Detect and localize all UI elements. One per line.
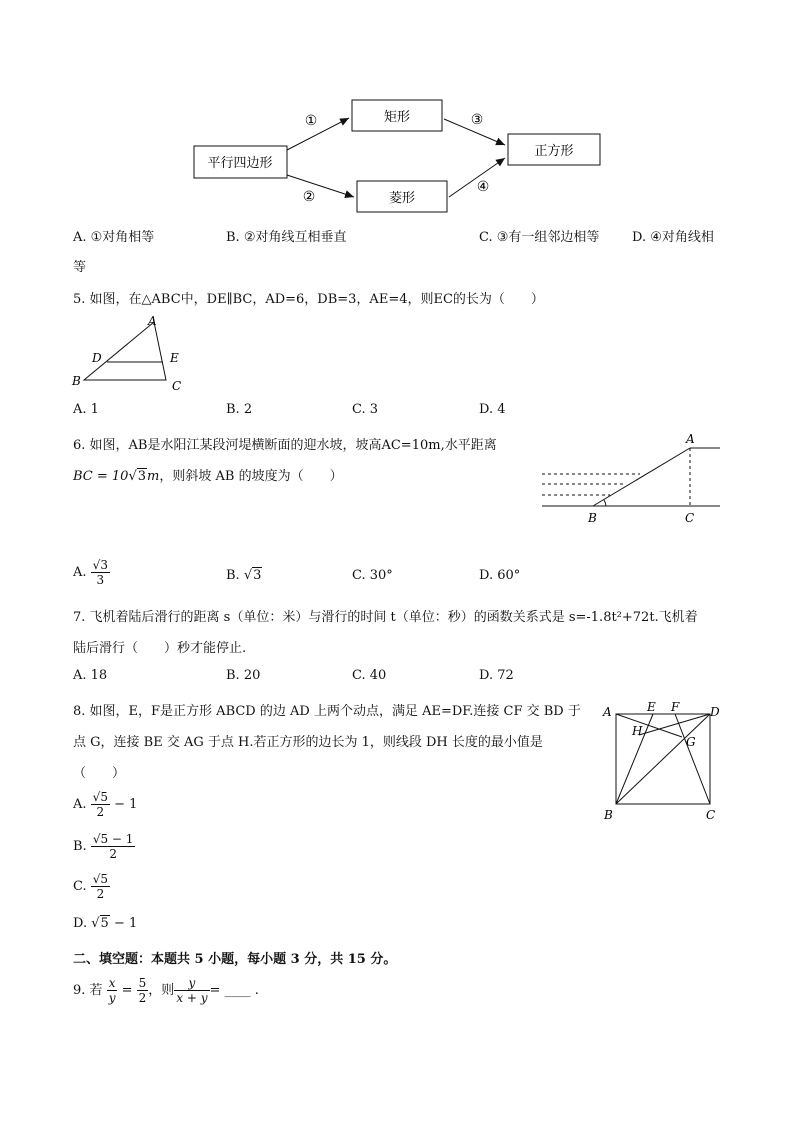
q4-option-b: B. ②对角线互相垂直 [226, 230, 347, 245]
q6-bc-unit: m [147, 469, 160, 484]
q8-line2: 点 G，连接 BE 交 AG 于点 H.若正方形的边长为 1，则线段 DH 长度的最小值是 [73, 735, 543, 750]
q6-bc-label: BC = 10 [73, 469, 129, 484]
label-top: 矩形 [383, 110, 411, 125]
q8-line3: （ ） [73, 766, 126, 781]
circle-3: ③ [470, 112, 484, 128]
q7-option-d: D. 72 [479, 668, 514, 683]
q8-square-figure [598, 698, 728, 826]
q6-label-a: A [686, 432, 695, 446]
label-end: 正方形 [534, 144, 574, 159]
q5-triangle-figure [66, 312, 196, 396]
circle-1: ① [304, 113, 318, 129]
q5-option-a: A. 1 [73, 402, 99, 417]
q6-label-c: C [685, 511, 695, 525]
q8-label-b: B [604, 808, 613, 822]
q7-option-a: A. 18 [73, 668, 108, 683]
q4-option-d: D. ④对角线相 [632, 230, 714, 245]
q5-option-d: D. 4 [479, 402, 506, 417]
q8-label-h: H [632, 724, 643, 738]
q8-label-g: G [686, 735, 696, 749]
q8-label-c: C [706, 808, 716, 822]
q8-label-d: D [710, 705, 720, 719]
q5-label-a: A [148, 314, 157, 328]
q6-slope-figure [538, 430, 728, 530]
q6-label-b: B [588, 511, 597, 525]
q5-option-c: C. 3 [352, 402, 379, 417]
q4-option-d-wrap: 等 [73, 260, 87, 275]
q5-label-e: E [170, 351, 179, 365]
q6-option-b: B. √3 [226, 568, 262, 583]
q4-option-c: C. ③有一组邻边相等 [479, 230, 600, 245]
q5-label-d: D [92, 351, 102, 365]
q8-option-a: A. $\frac{√5}{2}$ − 1 [73, 790, 138, 819]
q5-option-b: B. 2 [226, 402, 253, 417]
quadrilateral-flow-diagram [0, 0, 794, 230]
q8-line1: 8. 如图，E，F是正方形 ABCD 的边 AD 上两个动点，满足 AE=DF.连接 CF 交 BD 于 [73, 704, 581, 719]
q7-line1: 7. 飞机着陆后滑行的距离 s（单位：米）与滑行的时间 t（单位：秒）的函数关系式是 s=-1.8t²+72t.飞机着 [73, 610, 698, 625]
circle-2: ② [302, 189, 316, 205]
q7-line2: 陆后滑行（ ）秒才能停止. [73, 641, 247, 656]
q8-option-b: B. $\frac{√5 - 1}{2}$ [73, 832, 134, 861]
q7-option-c: C. 40 [352, 668, 387, 683]
q6-stem-line2 [73, 465, 343, 484]
q6-option-a: A. $\frac{√3}{3}$ [73, 558, 108, 587]
arrow-2 [287, 175, 354, 197]
q5-label-c: C [172, 379, 182, 393]
arrow-1 [287, 118, 349, 150]
q7-option-b: B. 20 [226, 668, 261, 683]
q8-label-e: E [647, 700, 656, 714]
q6-bc-sqrt: √3 [128, 469, 147, 484]
section2-title: 二、填空题：本题共 5 小题，每小题 3 分，共 15 分。 [73, 952, 397, 967]
q6-option-d: D. 60° [479, 568, 521, 583]
q8-label-a: A [603, 705, 612, 719]
q9-line: 9. 若 $\frac{x}{y}$ = $\frac{5}{2}$ ，则 $\frac{y}{x + y}$ = ____ . [73, 976, 259, 1005]
q8-option-d: D. √5 − 1 [73, 916, 138, 931]
circle-4: ④ [476, 179, 490, 195]
q8-option-c: C. $\frac{√5}{2}$ [73, 872, 109, 901]
label-start: 平行四边形 [207, 156, 273, 171]
q5-label-b: B [72, 374, 81, 388]
q6-stem-line1: 6. 如图，AB是水阳江某段河堤横断面的迎水坡，坡高AC=10m,水平距离 [73, 438, 497, 453]
q5-stem: 5. 如图，在△ABC中，DE∥BC，AD=6，DB=3，AE=4，则EC的长为（ ） [73, 292, 544, 307]
q6-option-c: C. 30° [352, 568, 393, 583]
label-bottom: 菱形 [388, 191, 416, 206]
q6-stem-tail: ，则斜坡 AB 的坡度为（ ） [159, 469, 343, 484]
q8-label-f: F [671, 700, 680, 714]
q4-option-a: A. ①对角相等 [73, 230, 155, 245]
